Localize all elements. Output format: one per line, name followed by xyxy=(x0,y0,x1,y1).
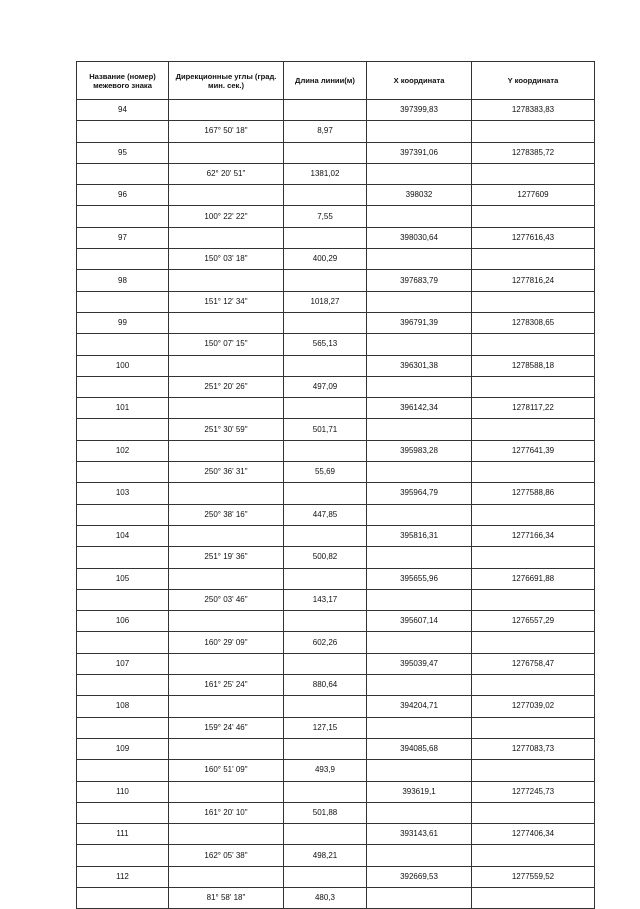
table-row-point xyxy=(77,866,595,887)
x-coordinate-cell: 396301,38 xyxy=(367,355,472,376)
direction-angle-cell: 150° 03' 18" xyxy=(169,249,284,270)
empty-cell xyxy=(169,568,284,589)
empty-cell xyxy=(367,887,472,908)
empty-cell xyxy=(367,163,472,184)
empty-cell xyxy=(284,100,367,121)
point-name-cell: 100 xyxy=(77,355,169,376)
empty-cell xyxy=(367,419,472,440)
line-length-cell: 565,13 xyxy=(284,334,367,355)
x-coordinate-cell: 396142,34 xyxy=(367,398,472,419)
point-name-cell: 99 xyxy=(77,312,169,333)
empty-cell xyxy=(367,717,472,738)
point-name-cell: 112 xyxy=(77,866,169,887)
empty-cell xyxy=(77,462,169,483)
point-name-cell: 110 xyxy=(77,781,169,802)
direction-angle-cell: 62° 20' 51" xyxy=(169,163,284,184)
empty-cell xyxy=(169,185,284,206)
empty-cell xyxy=(367,376,472,397)
line-length-cell: 498,21 xyxy=(284,845,367,866)
table-row-segment xyxy=(77,121,595,142)
line-length-cell: 480,3 xyxy=(284,887,367,908)
line-length-cell: 493,9 xyxy=(284,760,367,781)
empty-cell xyxy=(169,483,284,504)
table-row-segment xyxy=(77,589,595,610)
line-length-cell: 1381,02 xyxy=(284,163,367,184)
table-row-segment xyxy=(77,504,595,525)
direction-angle-cell: 251° 20' 26" xyxy=(169,376,284,397)
empty-cell xyxy=(77,632,169,653)
empty-cell xyxy=(284,611,367,632)
y-coordinate-cell: 1276758,47 xyxy=(472,653,595,674)
point-name-cell: 95 xyxy=(77,142,169,163)
line-length-cell: 880,64 xyxy=(284,675,367,696)
point-name-cell: 109 xyxy=(77,738,169,759)
empty-cell xyxy=(169,398,284,419)
empty-cell xyxy=(169,824,284,845)
empty-cell xyxy=(472,547,595,568)
point-name-cell: 97 xyxy=(77,227,169,248)
empty-cell xyxy=(169,696,284,717)
empty-cell xyxy=(284,270,367,291)
x-coordinate-cell: 395039,47 xyxy=(367,653,472,674)
point-name-cell: 101 xyxy=(77,398,169,419)
empty-cell xyxy=(284,483,367,504)
point-name-cell: 106 xyxy=(77,611,169,632)
x-coordinate-cell: 394204,71 xyxy=(367,696,472,717)
table-row-segment xyxy=(77,376,595,397)
line-length-cell: 400,29 xyxy=(284,249,367,270)
empty-cell xyxy=(472,206,595,227)
table-row-point xyxy=(77,185,595,206)
x-coordinate-cell: 398030,64 xyxy=(367,227,472,248)
empty-cell xyxy=(284,227,367,248)
direction-angle-cell: 161° 25' 24" xyxy=(169,675,284,696)
y-coordinate-cell: 1278308,65 xyxy=(472,312,595,333)
table-row-point xyxy=(77,483,595,504)
empty-cell xyxy=(77,887,169,908)
y-coordinate-cell: 1277616,43 xyxy=(472,227,595,248)
y-coordinate-cell: 1278588,18 xyxy=(472,355,595,376)
direction-angle-cell: 250° 03' 46" xyxy=(169,589,284,610)
empty-cell xyxy=(367,760,472,781)
table-row-segment xyxy=(77,675,595,696)
y-coordinate-cell: 1276691,88 xyxy=(472,568,595,589)
table-row-segment xyxy=(77,632,595,653)
x-coordinate-cell: 397683,79 xyxy=(367,270,472,291)
x-coordinate-cell: 397391,06 xyxy=(367,142,472,163)
empty-cell xyxy=(472,760,595,781)
header-direction-angle: Дирекционные углы (град. мин. сек.) xyxy=(169,62,284,100)
header-x-coordinate: X координата xyxy=(367,62,472,100)
table-row-segment xyxy=(77,462,595,483)
empty-cell xyxy=(284,525,367,546)
boundary-coordinates-table xyxy=(76,61,595,909)
empty-cell xyxy=(367,845,472,866)
table-row-segment xyxy=(77,845,595,866)
table-row-segment xyxy=(77,291,595,312)
table-row-point xyxy=(77,227,595,248)
point-name-cell: 107 xyxy=(77,653,169,674)
direction-angle-cell: 160° 29' 09" xyxy=(169,632,284,653)
empty-cell xyxy=(367,249,472,270)
table-row-point xyxy=(77,568,595,589)
empty-cell xyxy=(284,824,367,845)
empty-cell xyxy=(77,760,169,781)
empty-cell xyxy=(77,206,169,227)
point-name-cell: 108 xyxy=(77,696,169,717)
empty-cell xyxy=(284,185,367,206)
empty-cell xyxy=(284,440,367,461)
table-row-segment xyxy=(77,419,595,440)
x-coordinate-cell: 394085,68 xyxy=(367,738,472,759)
x-coordinate-cell: 395607,14 xyxy=(367,611,472,632)
empty-cell xyxy=(472,419,595,440)
empty-cell xyxy=(472,291,595,312)
empty-cell xyxy=(77,675,169,696)
empty-cell xyxy=(77,419,169,440)
point-name-cell: 96 xyxy=(77,185,169,206)
table-row-point xyxy=(77,312,595,333)
empty-cell xyxy=(169,738,284,759)
x-coordinate-cell: 396791,39 xyxy=(367,312,472,333)
empty-cell xyxy=(472,376,595,397)
empty-cell xyxy=(77,504,169,525)
table-row-point xyxy=(77,824,595,845)
empty-cell xyxy=(367,206,472,227)
y-coordinate-cell: 1277406,34 xyxy=(472,824,595,845)
empty-cell xyxy=(472,462,595,483)
table-row-point xyxy=(77,142,595,163)
table-row-segment xyxy=(77,249,595,270)
empty-cell xyxy=(77,334,169,355)
empty-cell xyxy=(169,525,284,546)
empty-cell xyxy=(77,547,169,568)
empty-cell xyxy=(169,270,284,291)
direction-angle-cell: 167° 50' 18" xyxy=(169,121,284,142)
empty-cell xyxy=(169,100,284,121)
table-row-segment xyxy=(77,547,595,568)
empty-cell xyxy=(284,355,367,376)
table-row-point xyxy=(77,611,595,632)
line-length-cell: 1018,27 xyxy=(284,291,367,312)
empty-cell xyxy=(472,675,595,696)
line-length-cell: 127,15 xyxy=(284,717,367,738)
empty-cell xyxy=(367,334,472,355)
empty-cell xyxy=(284,738,367,759)
table-body xyxy=(77,100,595,909)
x-coordinate-cell: 393619,1 xyxy=(367,781,472,802)
empty-cell xyxy=(367,504,472,525)
x-coordinate-cell: 395655,96 xyxy=(367,568,472,589)
empty-cell xyxy=(472,589,595,610)
y-coordinate-cell: 1277816,24 xyxy=(472,270,595,291)
line-length-cell: 447,85 xyxy=(284,504,367,525)
empty-cell xyxy=(169,142,284,163)
y-coordinate-cell: 1277588,86 xyxy=(472,483,595,504)
point-name-cell: 111 xyxy=(77,824,169,845)
line-length-cell: 501,88 xyxy=(284,802,367,823)
direction-angle-cell: 251° 30' 59" xyxy=(169,419,284,440)
empty-cell xyxy=(367,632,472,653)
empty-cell xyxy=(367,802,472,823)
x-coordinate-cell: 395983,28 xyxy=(367,440,472,461)
table-row-point xyxy=(77,440,595,461)
empty-cell xyxy=(472,504,595,525)
empty-cell xyxy=(169,227,284,248)
empty-cell xyxy=(367,462,472,483)
y-coordinate-cell: 1277609 xyxy=(472,185,595,206)
line-length-cell: 143,17 xyxy=(284,589,367,610)
point-name-cell: 98 xyxy=(77,270,169,291)
empty-cell xyxy=(472,717,595,738)
empty-cell xyxy=(77,121,169,142)
direction-angle-cell: 251° 19' 36" xyxy=(169,547,284,568)
empty-cell xyxy=(169,611,284,632)
y-coordinate-cell: 1277245,73 xyxy=(472,781,595,802)
empty-cell xyxy=(367,589,472,610)
table-row-point xyxy=(77,270,595,291)
table-row-segment xyxy=(77,887,595,908)
empty-cell xyxy=(284,312,367,333)
x-coordinate-cell: 395964,79 xyxy=(367,483,472,504)
point-name-cell: 102 xyxy=(77,440,169,461)
empty-cell xyxy=(169,866,284,887)
table-row-point xyxy=(77,355,595,376)
point-name-cell: 105 xyxy=(77,568,169,589)
direction-angle-cell: 100° 22' 22" xyxy=(169,206,284,227)
empty-cell xyxy=(367,675,472,696)
y-coordinate-cell: 1278385,72 xyxy=(472,142,595,163)
direction-angle-cell: 250° 38' 16" xyxy=(169,504,284,525)
table-row-segment xyxy=(77,163,595,184)
x-coordinate-cell: 393143,61 xyxy=(367,824,472,845)
table-row-point xyxy=(77,398,595,419)
y-coordinate-cell: 1277039,02 xyxy=(472,696,595,717)
direction-angle-cell: 162° 05' 38" xyxy=(169,845,284,866)
table-row-segment xyxy=(77,760,595,781)
line-length-cell: 8,97 xyxy=(284,121,367,142)
line-length-cell: 500,82 xyxy=(284,547,367,568)
empty-cell xyxy=(472,249,595,270)
direction-angle-cell: 160° 51' 09" xyxy=(169,760,284,781)
empty-cell xyxy=(77,717,169,738)
empty-cell xyxy=(77,376,169,397)
line-length-cell: 7,55 xyxy=(284,206,367,227)
direction-angle-cell: 81° 58' 18" xyxy=(169,887,284,908)
empty-cell xyxy=(367,291,472,312)
empty-cell xyxy=(169,653,284,674)
direction-angle-cell: 161° 20' 10" xyxy=(169,802,284,823)
empty-cell xyxy=(367,547,472,568)
y-coordinate-cell: 1277641,39 xyxy=(472,440,595,461)
empty-cell xyxy=(472,334,595,355)
table-row-segment xyxy=(77,334,595,355)
header-point-name: Название (номер) межевого знака xyxy=(77,62,169,100)
y-coordinate-cell: 1277559,52 xyxy=(472,866,595,887)
empty-cell xyxy=(77,249,169,270)
header-y-coordinate: Y координата xyxy=(472,62,595,100)
empty-cell xyxy=(284,568,367,589)
empty-cell xyxy=(367,121,472,142)
empty-cell xyxy=(169,440,284,461)
table-row-segment xyxy=(77,206,595,227)
y-coordinate-cell: 1277166,34 xyxy=(472,525,595,546)
y-coordinate-cell: 1278383,83 xyxy=(472,100,595,121)
empty-cell xyxy=(169,781,284,802)
line-length-cell: 602,26 xyxy=(284,632,367,653)
table-row-point xyxy=(77,525,595,546)
table-row-point xyxy=(77,696,595,717)
empty-cell xyxy=(284,781,367,802)
empty-cell xyxy=(284,866,367,887)
line-length-cell: 55,69 xyxy=(284,462,367,483)
line-length-cell: 497,09 xyxy=(284,376,367,397)
table-row-segment xyxy=(77,717,595,738)
empty-cell xyxy=(284,398,367,419)
direction-angle-cell: 159° 24' 46" xyxy=(169,717,284,738)
table-row-point xyxy=(77,781,595,802)
empty-cell xyxy=(77,163,169,184)
empty-cell xyxy=(77,589,169,610)
x-coordinate-cell: 397399,83 xyxy=(367,100,472,121)
header-line-length: Длина линии(м) xyxy=(284,62,367,100)
y-coordinate-cell: 1276557,29 xyxy=(472,611,595,632)
empty-cell xyxy=(472,632,595,653)
direction-angle-cell: 150° 07' 15" xyxy=(169,334,284,355)
direction-angle-cell: 151° 12' 34" xyxy=(169,291,284,312)
empty-cell xyxy=(77,845,169,866)
y-coordinate-cell: 1278117,22 xyxy=(472,398,595,419)
empty-cell xyxy=(284,653,367,674)
point-name-cell: 103 xyxy=(77,483,169,504)
empty-cell xyxy=(472,887,595,908)
point-name-cell: 104 xyxy=(77,525,169,546)
point-name-cell: 94 xyxy=(77,100,169,121)
direction-angle-cell: 250° 36' 31" xyxy=(169,462,284,483)
empty-cell xyxy=(472,163,595,184)
table-row-point xyxy=(77,738,595,759)
line-length-cell: 501,71 xyxy=(284,419,367,440)
empty-cell xyxy=(472,845,595,866)
empty-cell xyxy=(472,121,595,142)
empty-cell xyxy=(77,802,169,823)
x-coordinate-cell: 392669,53 xyxy=(367,866,472,887)
y-coordinate-cell: 1277083,73 xyxy=(472,738,595,759)
x-coordinate-cell: 395816,31 xyxy=(367,525,472,546)
table-row-point xyxy=(77,100,595,121)
empty-cell xyxy=(169,312,284,333)
table-header-row xyxy=(77,62,595,100)
table-row-segment xyxy=(77,802,595,823)
empty-cell xyxy=(284,142,367,163)
table-row-point xyxy=(77,653,595,674)
empty-cell xyxy=(77,291,169,312)
x-coordinate-cell: 398032 xyxy=(367,185,472,206)
empty-cell xyxy=(284,696,367,717)
empty-cell xyxy=(169,355,284,376)
empty-cell xyxy=(472,802,595,823)
